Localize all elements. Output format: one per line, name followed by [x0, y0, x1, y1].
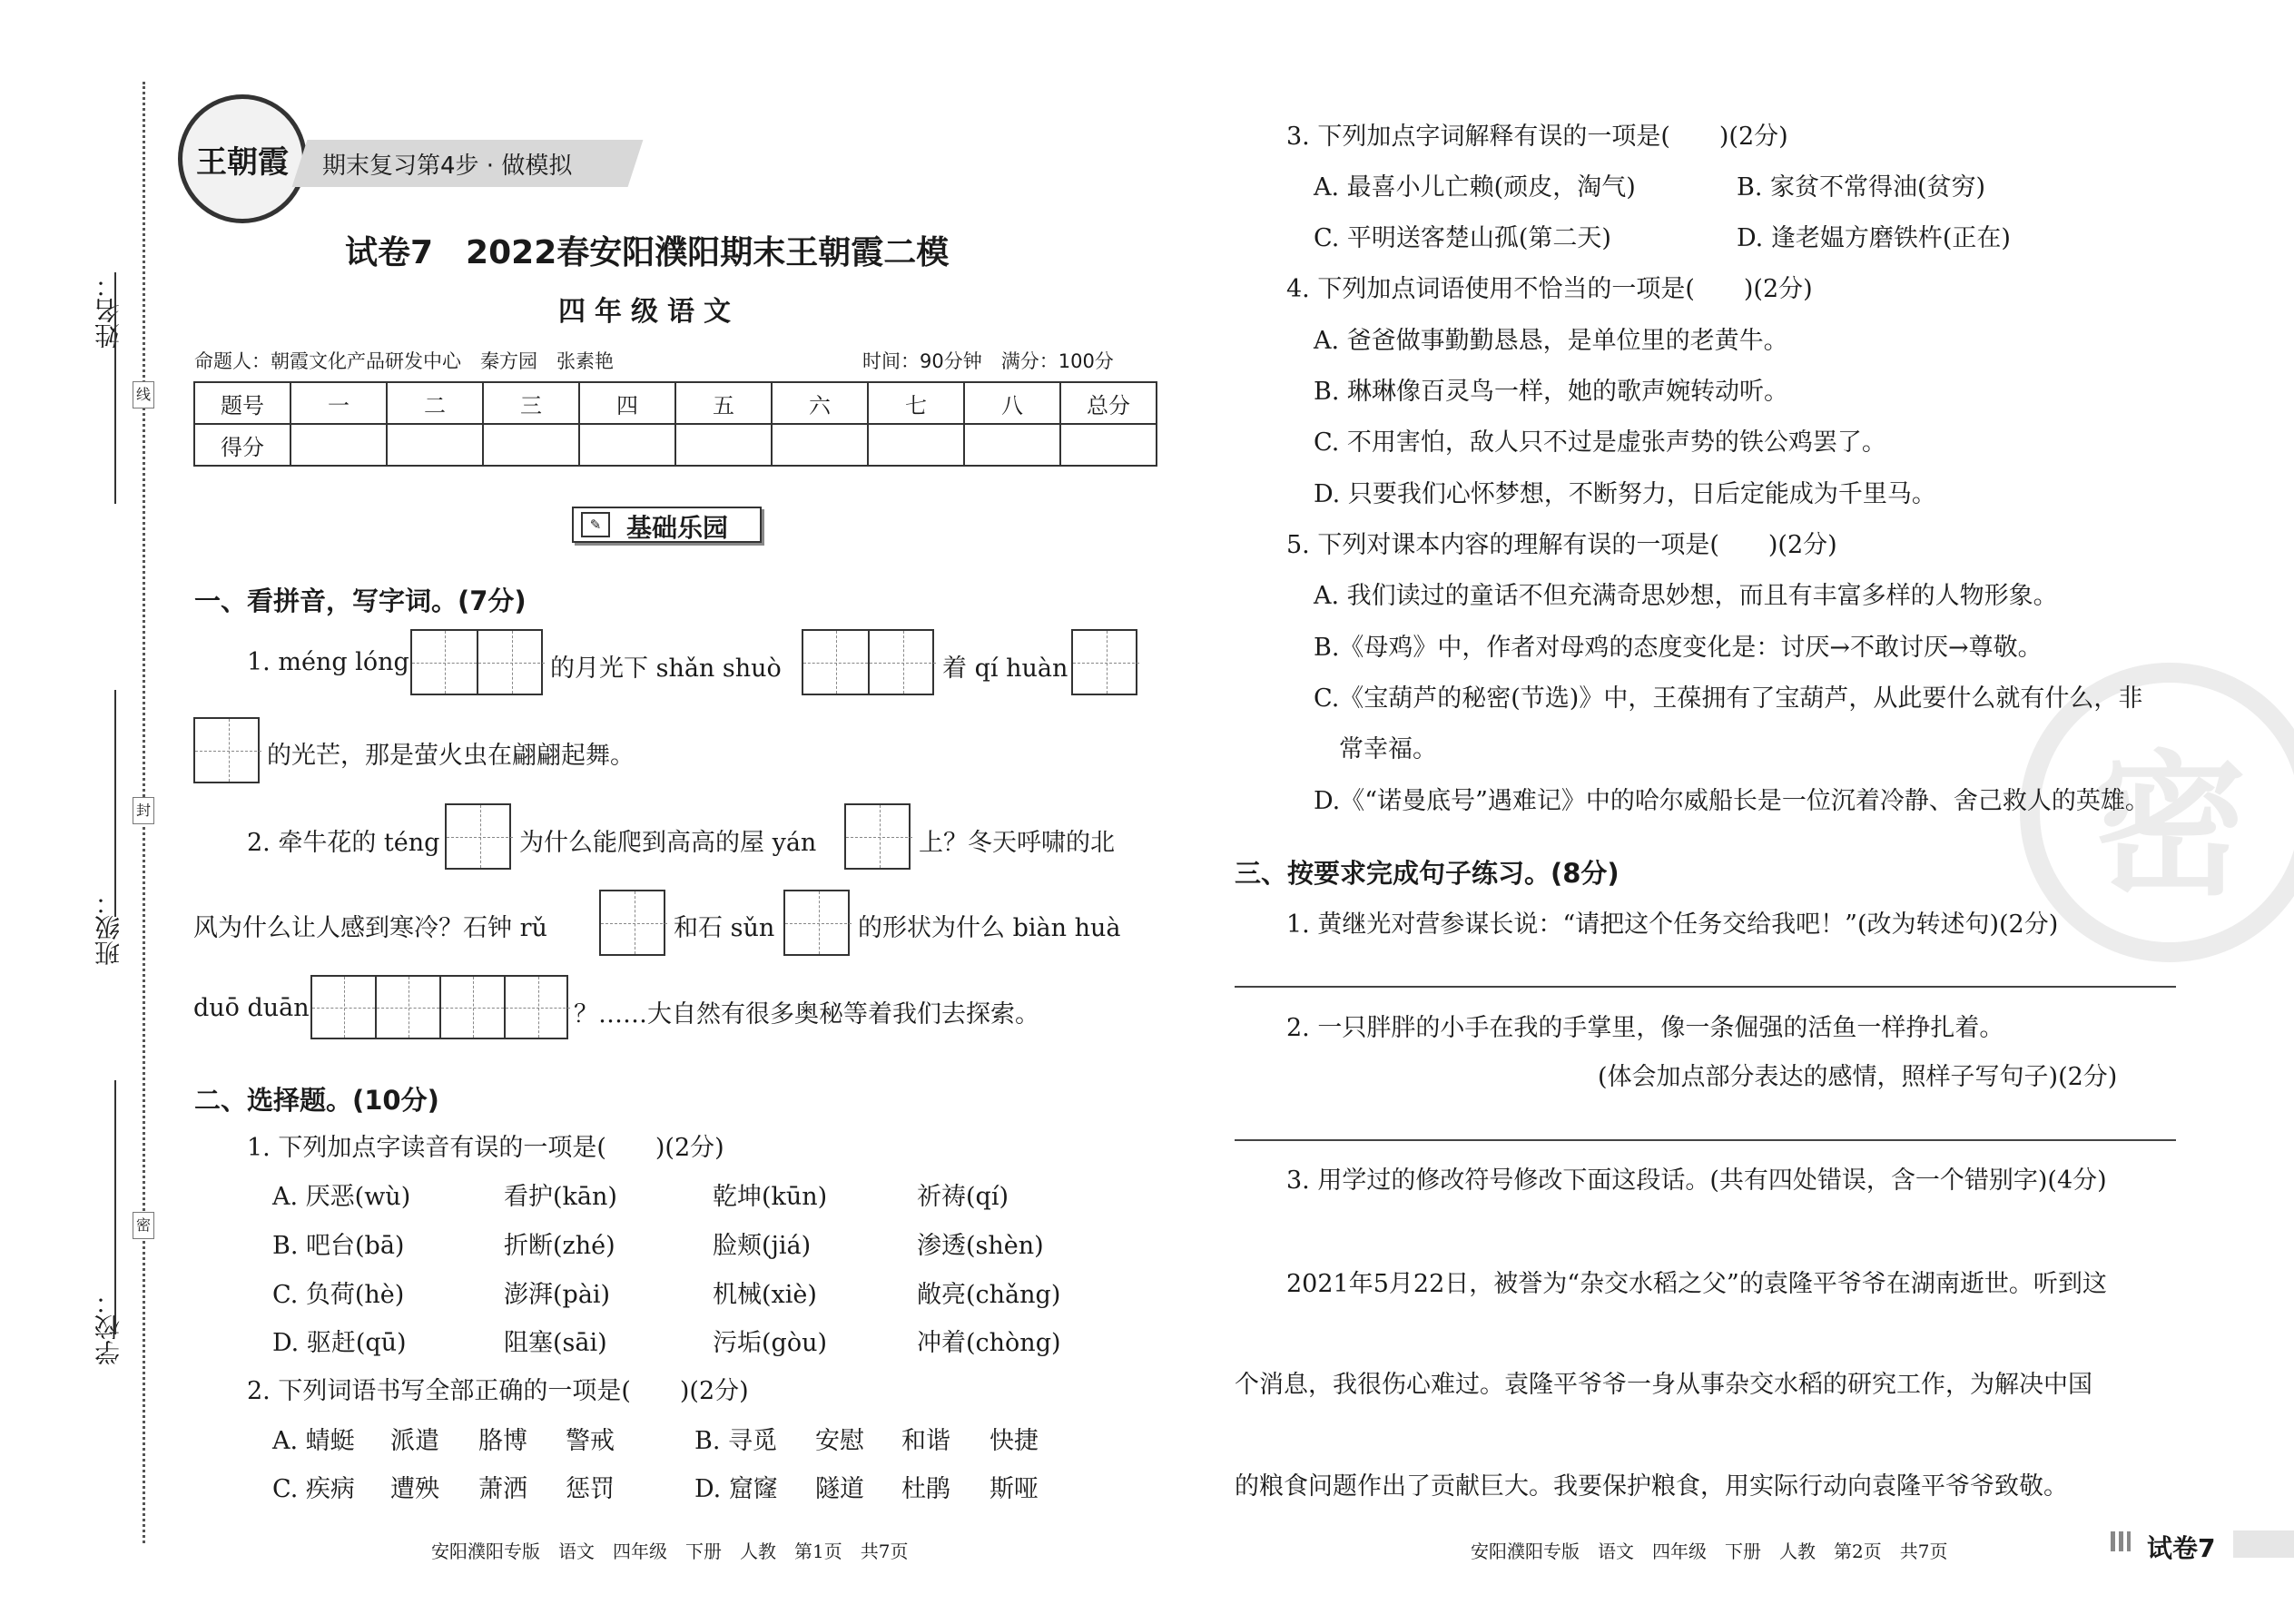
q2-part-c: 上？冬天呼啸的北 [919, 829, 1115, 857]
name-label: 姓名： [94, 272, 123, 349]
q1-part-c: 着 qí huàn [942, 655, 1068, 683]
stamp-feng: 封 [133, 797, 154, 824]
writing-box-sun[interactable] [783, 890, 850, 956]
banner-text: 期末复习第4步 · 做模拟 [322, 153, 573, 180]
passage-line-1: 2021年5月22日，被誉为“杂交水稻之父”的袁隆平爷爷在湖南逝世。听到这 [1286, 1270, 2107, 1298]
choice-3-option-a: A. 最喜小儿亡赖(顽皮，淘气) [1314, 173, 1636, 202]
choice-1-word: 折断(zhé) [504, 1232, 615, 1260]
answer-line-1[interactable] [1235, 986, 2176, 988]
choice-1-word: 澎湃(pài) [504, 1281, 611, 1309]
choice-2-word: 安慰 [815, 1427, 864, 1455]
score-header-cell: 五 [675, 382, 772, 424]
stamp-mi: 密 [133, 1212, 154, 1239]
writing-box-shanshuo[interactable] [802, 629, 934, 695]
section-3-title: 三、按要求完成句子练习。(8分) [1235, 858, 1620, 889]
writing-box-qihuan-2[interactable] [193, 717, 260, 783]
choice-1-word: 祈祷(qí) [917, 1183, 1009, 1211]
sentence-q3: 3. 用学过的修改符号修改下面这段话。(共有四处错误，含一个错别字)(4分) [1286, 1166, 2107, 1195]
choice-5-option-a: A. 我们读过的童话不但充满奇思妙想，而且有丰富多样的人物形象。 [1314, 582, 2058, 610]
choice-4-option-c: C. 不用害怕，敌人只不过是虚张声势的铁公鸡罢了。 [1314, 428, 1886, 457]
writing-box-yan[interactable] [844, 803, 911, 870]
score-header-cell: 七 [868, 382, 964, 424]
choice-1-word: 脸颊(jiá) [713, 1232, 812, 1260]
score-header-cell: 二 [387, 382, 483, 424]
footer-left: 安阳濮阳专版 语文 四年级 下册 人教 第1页 共7页 [431, 1540, 909, 1562]
choice-4-option-d: D. 只要我们心怀梦想，不断努力，日后定能成为千里马。 [1314, 480, 1936, 508]
score-cell[interactable] [964, 424, 1060, 466]
choice-2-word: 胳博 [478, 1427, 527, 1455]
score-cell[interactable] [675, 424, 772, 466]
school-label: 学校： [94, 1289, 123, 1365]
choice-2-word: 惩罚 [566, 1475, 615, 1503]
choice-2-word: 隧道 [815, 1475, 864, 1503]
choice-1-option: C. 负荷(hè) [272, 1281, 405, 1309]
score-header-cell: 三 [483, 382, 579, 424]
choice-2-word: 斯哑 [989, 1475, 1039, 1503]
score-cell[interactable] [387, 424, 483, 466]
sentence-q1: 1. 黄继光对营参谋长说：“请把这个任务交给我吧！”(改为转述句)(2分) [1286, 910, 2059, 939]
choice-2-word: 遭殃 [390, 1475, 439, 1503]
q1-part-d: 的光芒，那是萤火虫在翩翩起舞。 [267, 742, 635, 770]
footer-right: 安阳濮阳专版 语文 四年级 下册 人教 第2页 共7页 [1471, 1540, 1948, 1562]
q2-part-b: 为什么能爬到高高的屋 yán [519, 829, 817, 857]
choice-2-word: 派遣 [390, 1427, 439, 1455]
choice-5-option-b: B.《母鸡》中，作者对母鸡的态度变化是：讨厌→不敢讨厌→尊敬。 [1314, 634, 2043, 662]
writing-box-bianhua-duoduan[interactable] [310, 975, 568, 1039]
section-label: 基础乐园 [626, 513, 729, 543]
score-header-cell: 六 [772, 382, 868, 424]
score-cell[interactable] [579, 424, 675, 466]
class-label: 班级： [94, 890, 123, 966]
passage-line-2: 个消息，我很伤心难过。袁隆平爷爷一身从事杂交水稻的研究工作，为解决中国 [1235, 1371, 2092, 1399]
choice-5-option-c-line1: C.《宝葫芦的秘密(节选)》中，王葆拥有了宝葫芦，从此要什么就有什么，非 [1314, 684, 2143, 713]
choice-1-option: B. 吧台(bā) [272, 1232, 405, 1260]
tag-stripes [2111, 1531, 2131, 1551]
q2-part-g: duō duān [193, 994, 310, 1022]
writing-box-teng[interactable] [445, 803, 511, 870]
score-cell[interactable] [772, 424, 868, 466]
score-row [194, 424, 1157, 466]
choice-2-question: 2. 下列词语书写全部正确的一项是( )(2分) [247, 1377, 749, 1405]
logo-text: 王朝霞 [196, 143, 289, 181]
writing-box-ru[interactable] [599, 890, 665, 956]
section-2-title: 二、选择题。(10分) [194, 1085, 439, 1116]
pencil-icon: ✎ [581, 512, 610, 537]
score-header-cell: 八 [964, 382, 1060, 424]
choice-5-option-d: D.《“诺曼底号”遇难记》中的哈尔威船长是一位沉着冷静、舍己救人的英雄。 [1314, 787, 2150, 815]
choice-5-option-c-line2: 常幸福。 [1339, 735, 1437, 763]
q1-part-b: 的月光下 shǎn shuò [550, 655, 782, 683]
score-header-cell: 总分 [1060, 382, 1157, 424]
choice-2-word: 和谐 [901, 1427, 950, 1455]
choice-2-word: 快捷 [989, 1427, 1039, 1455]
paper-tag: 试卷7 [2147, 1533, 2216, 1563]
page-subtitle: 四年级语文 [558, 296, 740, 328]
choice-4-option-a: A. 爸爸做事勤勤恳恳，是单位里的老黄牛。 [1314, 327, 1788, 355]
score-header-cell: 题号 [194, 382, 290, 424]
time-score: 时间：90分钟 满分：100分 [862, 350, 1114, 372]
choice-4-question: 4. 下列加点词语使用不恰当的一项是( )(2分) [1286, 275, 1813, 303]
choice-1-option: A. 厌恶(wù) [272, 1183, 411, 1211]
stamp-xian: 线 [133, 381, 154, 408]
q1-part-a: 1. méng lóng [247, 648, 409, 676]
choice-2-word: 萧洒 [478, 1475, 527, 1503]
school-field[interactable] [114, 1080, 116, 1334]
choice-3-question: 3. 下列加点字词解释有误的一项是( )(2分) [1286, 123, 1788, 151]
choice-2-option: A. 蜻蜓 [272, 1427, 355, 1455]
choice-1-word: 污垢(gòu) [713, 1329, 827, 1357]
q2-part-h: ？……大自然有很多奥秘等着我们去探索。 [574, 1000, 1039, 1029]
authors: 命题人：朝霞文化产品研发中心 秦方园 张素艳 [194, 350, 614, 372]
logo-seal [178, 94, 307, 223]
q2-part-e: 和石 sǔn [674, 914, 775, 942]
tag-bar [2233, 1530, 2294, 1558]
choice-5-question: 5. 下列对课本内容的理解有误的一项是( )(2分) [1286, 531, 1837, 559]
class-field[interactable] [114, 690, 116, 917]
writing-box-menglong[interactable] [410, 629, 543, 695]
watermark-text: 密 [2092, 734, 2247, 917]
choice-2-option: B. 寻觅 [694, 1427, 778, 1455]
choice-1-option: D. 驱赶(qū) [272, 1329, 407, 1357]
answer-line-2[interactable] [1235, 1139, 2176, 1141]
choice-1-word: 渗透(shèn) [917, 1232, 1044, 1260]
writing-box-qihuan-1[interactable] [1071, 629, 1137, 695]
sentence-q2: 2. 一只胖胖的小手在我的手掌里，像一条倔强的活鱼一样挣扎着。 [1286, 1014, 2004, 1042]
choice-2-option: C. 疾病 [272, 1475, 355, 1503]
choice-4-option-b: B. 琳琳像百灵鸟一样，她的歌声婉转动听。 [1314, 378, 1789, 406]
choice-1-word: 机械(xiè) [713, 1281, 817, 1309]
q2-part-f: 的形状为什么 biàn huà [858, 914, 1121, 942]
score-cell[interactable] [1060, 424, 1157, 466]
score-table [193, 381, 1157, 467]
q2-part-d: 风为什么让人感到寒冷？石钟 rǔ [193, 914, 547, 942]
choice-1-word: 阻塞(sāi) [504, 1329, 607, 1357]
page-title: 试卷7 2022春安阳濮阳期末王朝霞二模 [345, 234, 950, 271]
score-header-cell: 一 [290, 382, 387, 424]
score-row-label: 得分 [194, 424, 290, 466]
score-cell[interactable] [290, 424, 387, 466]
choice-1-word: 看护(kān) [504, 1183, 617, 1211]
choice-2-word: 杜鹃 [901, 1475, 950, 1503]
choice-1-word: 冲着(chòng) [917, 1329, 1061, 1357]
choice-2-option: D. 窟窿 [694, 1475, 778, 1503]
name-field[interactable] [114, 272, 116, 504]
section-1-title: 一、看拼音，写字词。(7分) [194, 586, 527, 616]
choice-3-option-c: C. 平明送客楚山孤(第二天) [1314, 224, 1611, 252]
sentence-q2-note: (体会加点部分表达的感情，照样子写句子)(2分) [1598, 1063, 2118, 1091]
choice-3-option-d: D. 逢老媪方磨铁杵(正在) [1737, 224, 2011, 252]
score-cell[interactable] [483, 424, 579, 466]
choice-2-word: 警戒 [566, 1427, 615, 1455]
choice-1-question: 1. 下列加点字读音有误的一项是( )(2分) [247, 1134, 724, 1162]
choice-1-word: 敞亮(chǎng) [917, 1281, 1061, 1309]
choice-3-option-b: B. 家贫不常得油(贫穷) [1737, 173, 1986, 202]
passage-line-3: 的粮食问题作出了贡献巨大。我要保护粮食，用实际行动向袁隆平爷爷致敬。 [1235, 1472, 2068, 1501]
choice-1-word: 乾坤(kūn) [713, 1183, 828, 1211]
score-cell[interactable] [868, 424, 964, 466]
score-header-cell: 四 [579, 382, 675, 424]
q2-part-a: 2. 牵牛花的 téng [247, 829, 440, 857]
score-header-row [194, 382, 1157, 424]
